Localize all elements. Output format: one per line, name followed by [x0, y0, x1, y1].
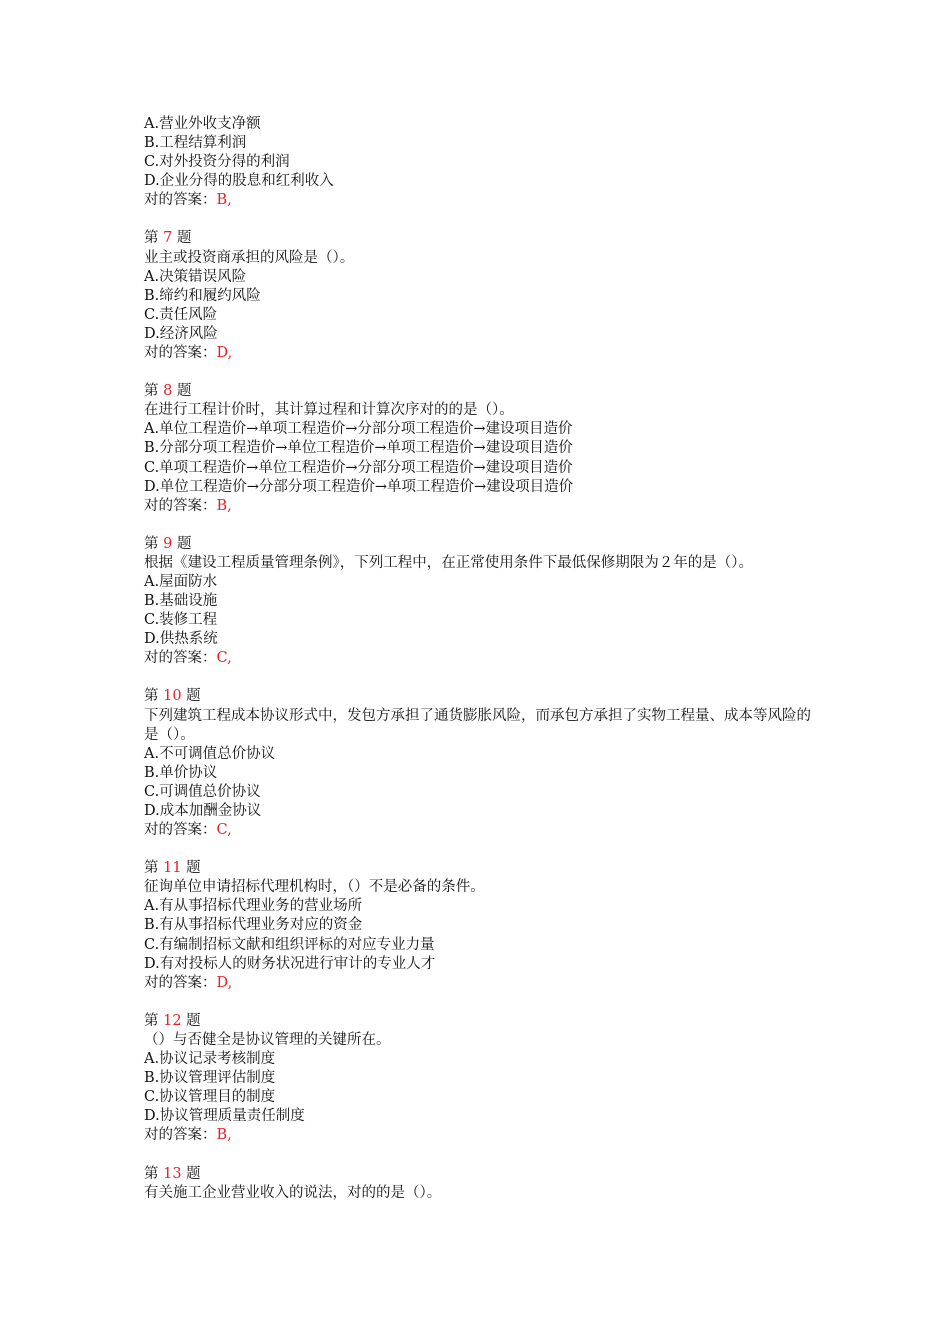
option-c: C.对外投资分得的利润 — [144, 154, 290, 171]
answer-value: B, — [216, 1127, 232, 1144]
question-stem: 下列建筑工程成本协议形式中，发包方承担了通货膨胀风险，而承包方承担了实物工程量、成本等风险的是（）。 — [144, 707, 811, 743]
option-a: A.不可调值总价协议 — [144, 745, 276, 762]
question-block-6 — [144, 115, 844, 210]
question-stem: 在进行工程计价时，其计算过程和计算次序对的的是（）。 — [144, 402, 514, 419]
question-number: 12 — [163, 1012, 182, 1029]
question-number: 7 — [163, 230, 173, 247]
question-block-9 — [144, 535, 844, 669]
answer-value: C, — [216, 822, 232, 839]
option-c: C.责任风险 — [144, 306, 218, 323]
option-d: D.有对投标人的财务状况进行审计的专业人才 — [144, 955, 436, 972]
option-c: C.装修工程 — [144, 612, 218, 629]
option-c: C.协议管理目的制度 — [144, 1089, 276, 1106]
answer-line: 对的答案：B, — [144, 497, 232, 514]
question-stem: 业主或投资商承担的风险是（）。 — [144, 249, 355, 266]
option-a: A.营业外收支净额 — [144, 116, 261, 132]
answer-value: D, — [216, 345, 233, 362]
option-d: D.企业分得的股息和红利收入 — [144, 173, 334, 190]
option-c: C.可调值总价协议 — [144, 783, 261, 800]
option-b: B.单价协议 — [144, 764, 218, 781]
option-c: C.有编制招标文献和组织评标的对应专业力量 — [144, 936, 435, 953]
option-b: B.缔约和履约风险 — [144, 287, 261, 304]
option-a: A.屋面防水 — [144, 573, 218, 590]
question-number: 13 — [163, 1165, 182, 1182]
answer-line: 对的答案：B, — [144, 192, 232, 209]
answer-value: B, — [216, 192, 232, 209]
question-block-10 — [144, 687, 844, 840]
answer-line: 对的答案：C, — [144, 822, 232, 839]
option-a: A.有从事招标代理业务的营业场所 — [144, 898, 363, 915]
question-heading: 第 13 题 — [144, 1165, 201, 1182]
question-stem: 根据《建设工程质量管理条例》，下列工程中，在正常使用条件下最低保修期限为２年的是（）。 — [144, 554, 753, 571]
option-d: D.单位工程造价→分部分项工程造价→单项工程造价→建设项目造价 — [144, 478, 574, 495]
option-d: D.协议管理质量责任制度 — [144, 1108, 305, 1125]
option-a: A.协议记录考核制度 — [144, 1051, 276, 1068]
question-heading: 第 8 题 — [144, 383, 192, 400]
question-stem: 有关施工企业营业收入的说法，对的的是（）。 — [144, 1184, 442, 1201]
option-b: B.分部分项工程造价→单位工程造价→单项工程造价→建设项目造价 — [144, 440, 573, 457]
document-page — [144, 115, 844, 1203]
option-c: C.单项工程造价→单位工程造价→分部分项工程造价→建设项目造价 — [144, 459, 573, 476]
option-a: A.决策错误风险 — [144, 268, 247, 285]
question-block-7 — [144, 229, 844, 363]
answer-line: 对的答案：D, — [144, 345, 233, 362]
question-number: 8 — [163, 383, 173, 400]
question-block-12 — [144, 1012, 844, 1146]
option-b: B.基础设施 — [144, 593, 218, 610]
option-a: A.单位工程造价→单项工程造价→分部分项工程造价→建设项目造价 — [144, 421, 573, 438]
option-d: D.成本加酬金协议 — [144, 803, 262, 819]
option-b: B.协议管理评估制度 — [144, 1070, 276, 1087]
answer-value: B, — [216, 497, 232, 514]
answer-line: 对的答案：C, — [144, 650, 232, 667]
question-block-11 — [144, 859, 844, 993]
answer-value: D, — [216, 974, 233, 991]
question-block-8 — [144, 382, 844, 516]
option-d: D.供热系统 — [144, 631, 218, 648]
question-heading: 第 11 题 — [144, 860, 201, 877]
question-heading: 第 7 题 — [144, 230, 192, 247]
answer-line: 对的答案：D, — [144, 974, 233, 991]
question-number: 11 — [163, 860, 182, 877]
option-d: D.经济风险 — [144, 325, 218, 342]
option-b: B.有从事招标代理业务对应的资金 — [144, 917, 363, 934]
answer-value: C, — [216, 650, 232, 667]
question-heading: 第 10 题 — [144, 688, 201, 705]
option-b: B.工程结算利润 — [144, 135, 247, 152]
answer-line: 对的答案：B, — [144, 1127, 232, 1144]
question-stem: 征询单位申请招标代理机构时，（）不是必备的条件。 — [144, 879, 485, 896]
question-block-13 — [144, 1165, 844, 1203]
question-heading: 第 12 题 — [144, 1012, 201, 1029]
question-heading: 第 9 题 — [144, 535, 192, 552]
question-number: 9 — [163, 535, 173, 552]
question-stem: （）与否健全是协议管理的关键所在。 — [144, 1031, 391, 1048]
question-number: 10 — [163, 688, 182, 705]
